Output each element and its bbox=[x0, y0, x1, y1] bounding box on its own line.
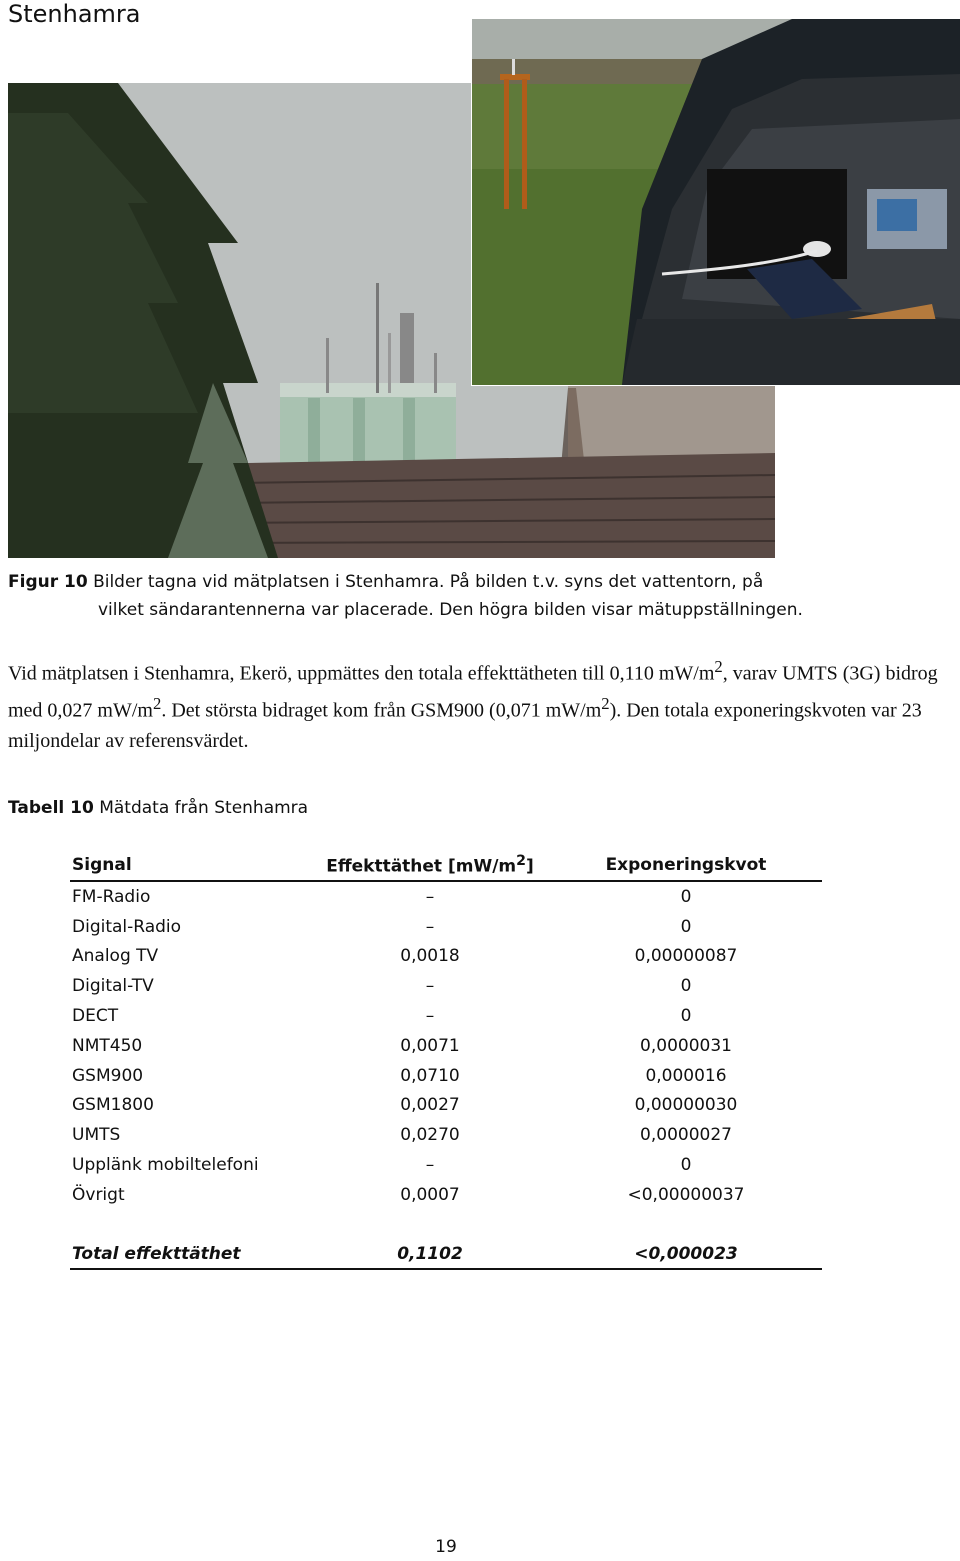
cell-density: – bbox=[425, 976, 435, 997]
total-signal: Total effekttäthet bbox=[70, 1240, 310, 1269]
header-density-sup: 2 bbox=[516, 853, 526, 870]
figure-caption-line-2: vilket sändarantennerna var placerade. Den högra bilden visar mätuppställningen. bbox=[98, 600, 803, 620]
superscript: 2 bbox=[714, 657, 723, 676]
cell-signal: NMT450 bbox=[72, 1035, 143, 1056]
figure-label: Figur 10 bbox=[8, 572, 88, 592]
cell-ratio: 0,0000031 bbox=[640, 1035, 732, 1056]
cell-density: – bbox=[425, 916, 435, 937]
cell-signal: Digital-TV bbox=[72, 976, 154, 997]
table-row bbox=[70, 912, 822, 942]
table-row bbox=[70, 1031, 822, 1061]
table-row bbox=[70, 1120, 822, 1150]
cell-signal: GSM900 bbox=[72, 1065, 144, 1086]
paragraph-part-3: . Det största bidraget kom från GSM900 (0,071 mW/m bbox=[161, 699, 602, 722]
header-density-close: ] bbox=[525, 856, 534, 877]
header-density-text: Effekttäthet [mW/m bbox=[326, 856, 517, 877]
table-total-row bbox=[70, 1240, 822, 1269]
page-heading: Stenhamra bbox=[8, 0, 141, 28]
cell-ratio: 0,0000027 bbox=[640, 1125, 732, 1146]
cell-ratio: 0 bbox=[680, 1155, 692, 1176]
cell-density: – bbox=[425, 1006, 435, 1027]
paragraph-part-1: Vid mätplatsen i Stenhamra, Ekerö, uppmättes den totala effekttätheten till 0,110 mW/m bbox=[8, 662, 715, 685]
cell-ratio: 0 bbox=[680, 976, 692, 997]
cell-density: 0,0027 bbox=[400, 1095, 460, 1116]
header-signal: Signal bbox=[70, 850, 310, 881]
total-ratio: <0,000023 bbox=[550, 1240, 822, 1269]
figure-caption-line-1: Bilder tagna vid mätplatsen i Stenhamra. På bilden t.v. syns det vattentorn, på bbox=[93, 572, 764, 592]
cell-ratio: <0,00000037 bbox=[627, 1184, 745, 1205]
cell-signal: Övrigt bbox=[72, 1184, 125, 1205]
header-density bbox=[310, 850, 550, 881]
table-title bbox=[8, 798, 308, 818]
cell-ratio: 0 bbox=[680, 886, 692, 907]
superscript: 2 bbox=[152, 694, 162, 714]
paragraph-part-2: , varav UMTS (3G) bidrog med 0,027 mW/m bbox=[8, 662, 938, 722]
table-row bbox=[70, 1061, 822, 1091]
cell-signal: UMTS bbox=[72, 1125, 121, 1146]
cell-signal: FM-Radio bbox=[72, 886, 151, 907]
measurement-setup-photo bbox=[471, 18, 960, 386]
cell-signal: GSM1800 bbox=[72, 1095, 154, 1116]
cell-density: – bbox=[425, 1155, 435, 1176]
figure-caption bbox=[8, 568, 948, 624]
table-row bbox=[70, 1091, 822, 1121]
cell-density: 0,0018 bbox=[400, 946, 460, 967]
header-ratio: Exponeringskvot bbox=[550, 850, 822, 881]
table-row bbox=[70, 1180, 822, 1210]
table-row bbox=[70, 971, 822, 1001]
table-row bbox=[70, 1150, 822, 1180]
cell-density: 0,0071 bbox=[400, 1035, 460, 1056]
paragraph-part-4: ). Den totala exponeringskvoten var 23 miljondelar av referensvärdet. bbox=[8, 699, 922, 753]
cell-ratio: 0,00000087 bbox=[634, 946, 738, 967]
body-paragraph bbox=[8, 652, 938, 757]
superscript: 2 bbox=[601, 694, 610, 714]
cell-ratio: 0,000016 bbox=[645, 1065, 727, 1086]
cell-ratio: 0 bbox=[680, 916, 692, 937]
table-spacer-row bbox=[70, 1210, 822, 1240]
cell-density: 0,0007 bbox=[400, 1184, 460, 1205]
table-title-text: Mätdata från Stenhamra bbox=[99, 798, 309, 818]
table-row bbox=[70, 881, 822, 912]
table-label: Tabell 10 bbox=[8, 798, 94, 818]
cell-signal: Digital-Radio bbox=[72, 916, 182, 937]
table-row bbox=[70, 942, 822, 972]
page-number: 19 bbox=[435, 1537, 457, 1557]
cell-ratio: 0,00000030 bbox=[634, 1095, 738, 1116]
measurement-table bbox=[70, 850, 822, 1270]
cell-signal: DECT bbox=[72, 1006, 119, 1027]
cell-signal: Analog TV bbox=[72, 946, 159, 967]
table-row bbox=[70, 1001, 822, 1031]
cell-density: 0,0270 bbox=[400, 1125, 460, 1146]
cell-density: 0,0710 bbox=[400, 1065, 460, 1086]
cell-density: – bbox=[425, 886, 435, 907]
cell-signal: Upplänk mobiltelefoni bbox=[72, 1155, 259, 1176]
table-header-row bbox=[70, 850, 822, 881]
total-density: 0,1102 bbox=[310, 1240, 550, 1269]
cell-ratio: 0 bbox=[680, 1006, 692, 1027]
